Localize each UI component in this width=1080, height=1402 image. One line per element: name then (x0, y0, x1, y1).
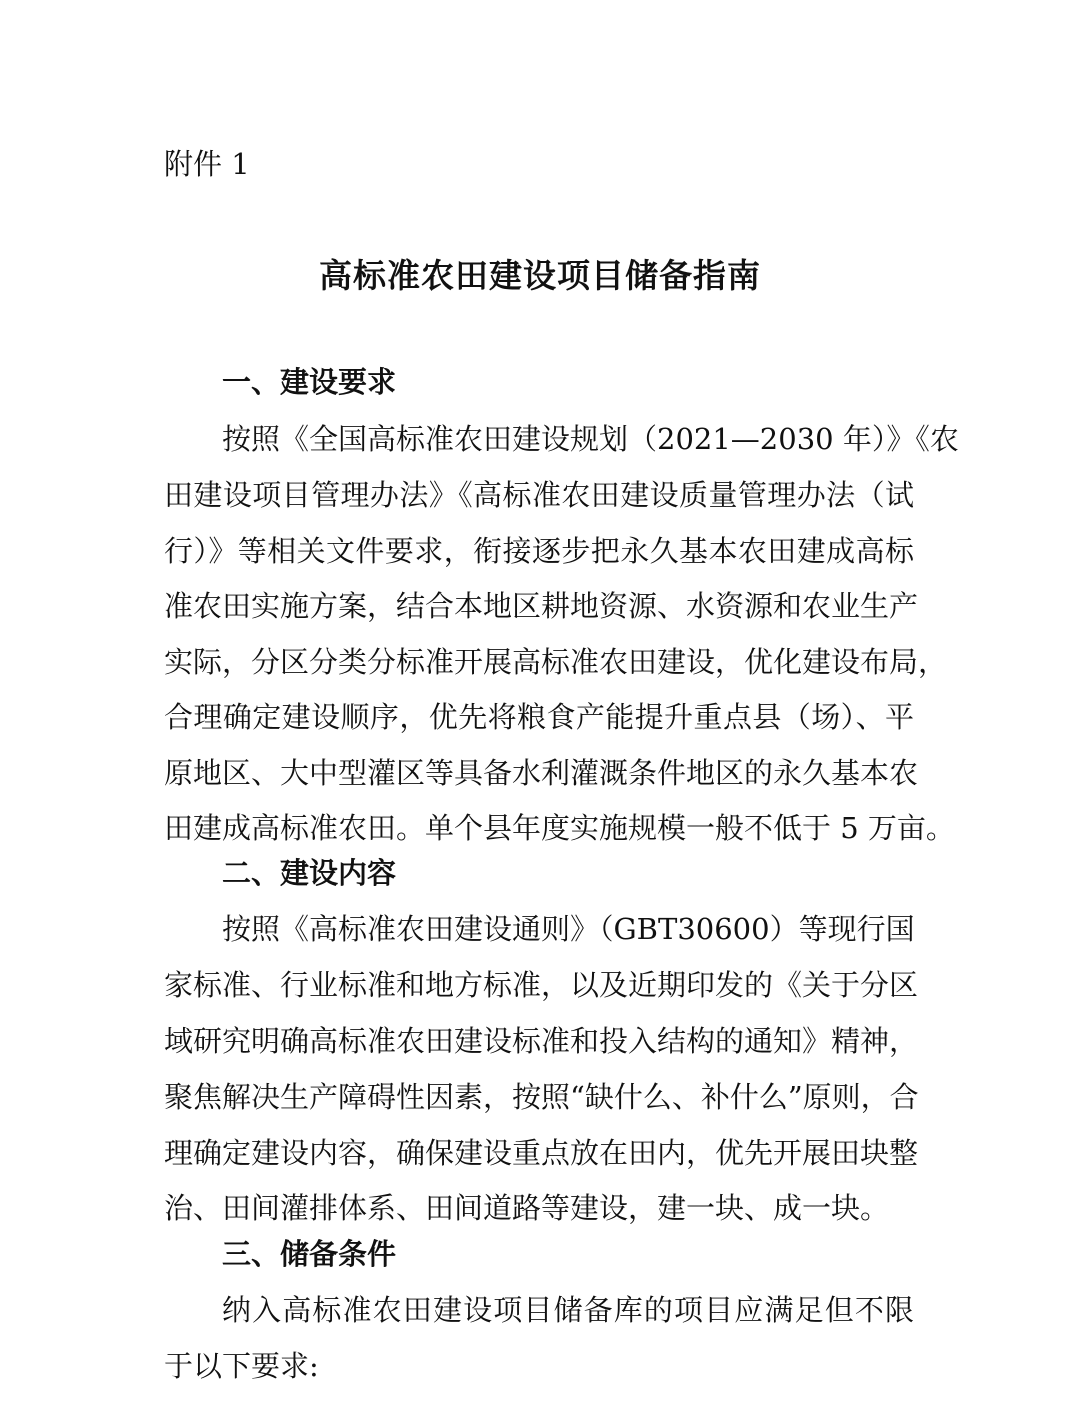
paragraph-line: 聚焦解决生产障碍性因素，按照“缺什么、补什么”原则，合 (164, 1080, 919, 1114)
paragraph-line: 纳入高标准农田建设项目储备库的项目应满足但不限 (222, 1293, 914, 1327)
section-heading-requirements: 一、建设要求 (222, 365, 397, 399)
paragraph-line: 按照《全国高标准农田建设规划（2021—2030 年）》《农 (222, 422, 959, 456)
paragraph-line: 田建设项目管理办法》《高标准农田建设质量管理办法（试 (164, 478, 914, 512)
section-heading-conditions: 三、储备条件 (222, 1237, 397, 1271)
paragraph-line: 准农田实施方案，结合本地区耕地资源、水资源和农业生产 (164, 589, 919, 623)
paragraph-line: 实际，分区分类分标准开展高标准农田建设，优化建设布局， (164, 645, 948, 679)
paragraph-line: 田建成高标准农田。单个县年度实施规模一般不低于 5 万亩。 (164, 811, 955, 845)
paragraph-line: 原地区、大中型灌区等具备水利灌溉条件地区的永久基本农 (164, 756, 919, 790)
section-heading-content: 二、建设内容 (222, 856, 397, 890)
paragraph-line: 行）》等相关文件要求，衔接逐步把永久基本农田建成高标 (164, 534, 914, 568)
paragraph-line: 按照《高标准农田建设通则》（GBT30600）等现行国 (222, 912, 915, 946)
paragraph-line: 合理确定建设顺序，优先将粮食产能提升重点县（场）、平 (164, 700, 914, 734)
paragraph-line: 理确定建设内容，确保建设重点放在田内，优先开展田块整 (164, 1136, 919, 1170)
paragraph-line: 家标准、行业标准和地方标准，以及近期印发的《关于分区 (164, 968, 919, 1002)
document-title: 高标准农田建设项目储备指南 (319, 256, 761, 295)
paragraph-line: 治、田间灌排体系、田间道路等建设，建一块、成一块。 (164, 1191, 890, 1225)
attachment-label: 附件 1 (164, 147, 250, 181)
paragraph-line: 域研究明确高标准农田建设标准和投入结构的通知》精神， (164, 1024, 919, 1058)
paragraph-line: 于以下要求: (164, 1349, 319, 1383)
